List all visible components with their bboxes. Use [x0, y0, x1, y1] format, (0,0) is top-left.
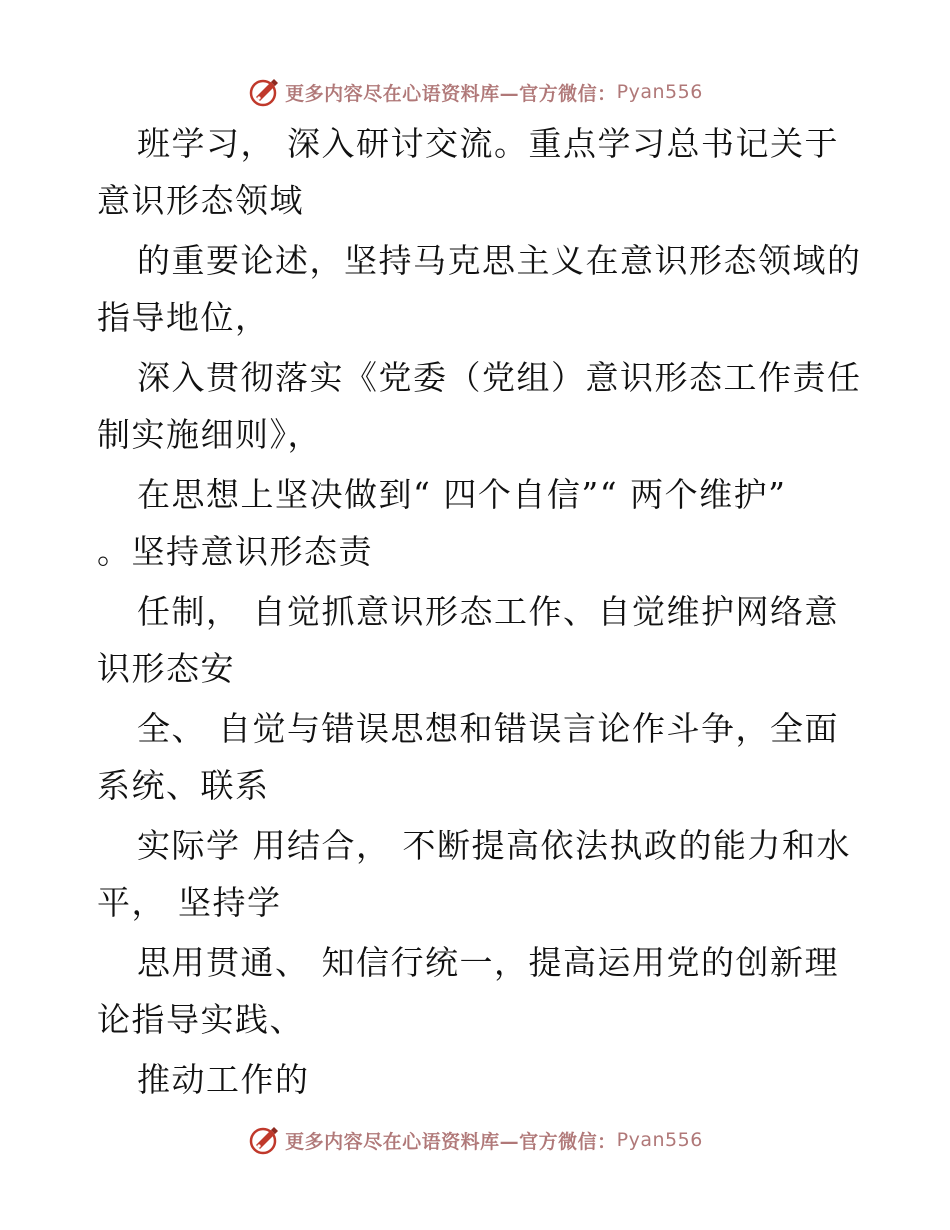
body-line: 班学习， 深入研讨交流。重点学习总书记关于 — [137, 124, 839, 163]
body-line: 的重要论述，坚持马克思主义在意识形态领域的 — [137, 241, 862, 280]
pen-nib-logo-icon — [247, 75, 281, 109]
body-line: 推动工作的 — [137, 1060, 310, 1099]
body-line: 全、 自觉与错误思想和错误言论作斗争，全面 — [137, 709, 839, 748]
body-line: 实际学 用结合， 不断提高依法执政的能力和水 — [137, 826, 851, 865]
body-line: 指导地位， — [97, 298, 270, 337]
body-line: 思用贯通、 知信行统一，提高运用党的创新理 — [137, 943, 839, 982]
body-line: 系统、联系 — [97, 766, 270, 805]
banner-text: 更多内容尽在心语资料库—官方微信： — [285, 1130, 617, 1153]
pen-nib-logo-icon — [247, 1123, 281, 1157]
body-line: 。坚持意识形态责 — [97, 532, 373, 571]
body-line: 识形态安 — [97, 649, 235, 688]
footer-banner — [0, 1118, 950, 1162]
body-line: 论指导实践、 — [97, 1000, 304, 1039]
header-banner — [0, 70, 950, 114]
body-line: 制实施细则》， — [97, 415, 322, 454]
body-line: 平， 坚持学 — [97, 883, 282, 922]
body-line: 意识形态领域 — [97, 181, 304, 220]
body-line: 深入贯彻落实《党委（党组）意识形态工作责任 — [137, 358, 862, 397]
body-line: 在思想上坚决做到“ 四个自信”“ 两个维护” — [137, 475, 787, 514]
body-line: 任制， 自觉抓意识形态工作、自觉维护网络意 — [137, 592, 839, 631]
banner-wechat-id: Pyan556 — [616, 1129, 703, 1151]
banner-text: 更多内容尽在心语资料库—官方微信： — [285, 82, 617, 105]
banner-wechat-id: Pyan556 — [616, 81, 703, 103]
